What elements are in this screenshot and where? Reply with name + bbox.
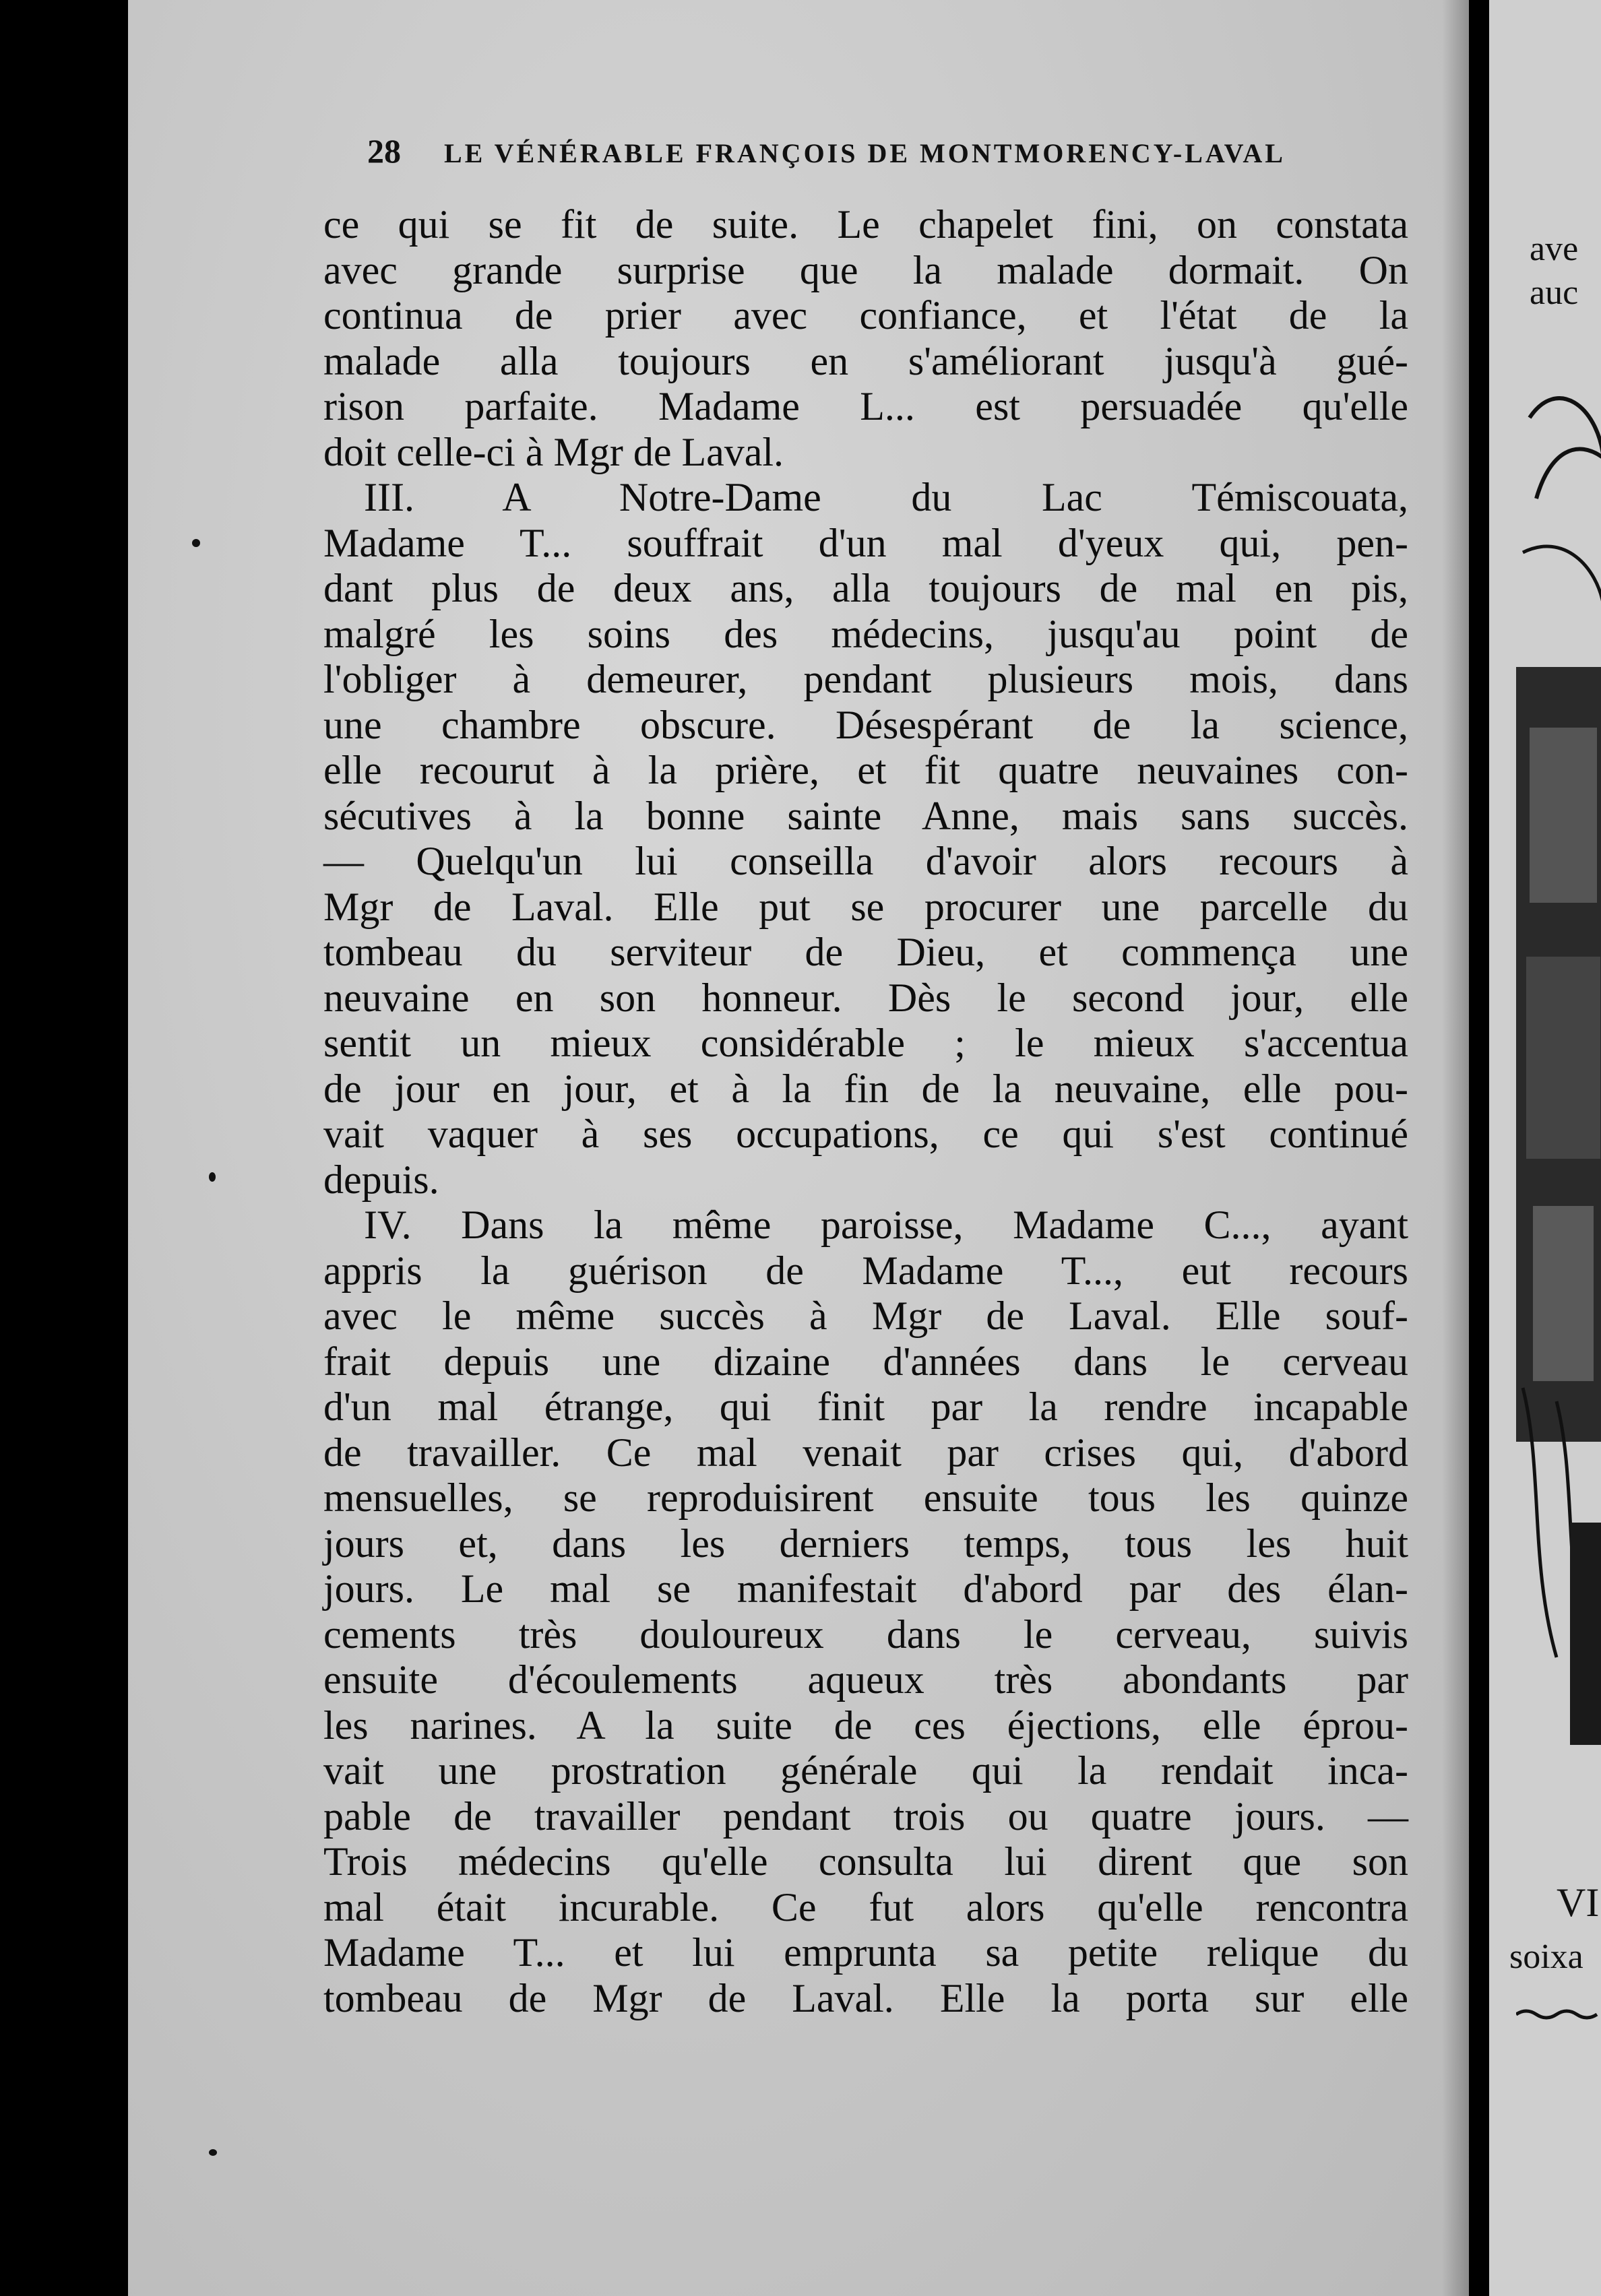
text-line: continua de prier avec confiance, et l'état de la <box>323 293 1408 338</box>
text-line: — Quelqu'un lui conseilla d'avoir alors recours à <box>323 839 1408 883</box>
text-line: rison parfaite. Madame L... est persuadée qu'elle <box>323 384 1408 428</box>
text-line: malade alla toujours en s'améliorant jusqu'à gué- <box>323 338 1408 383</box>
body-text <box>323 202 1408 2021</box>
adjacent-page-rule <box>1516 2008 1601 2021</box>
text-line: sécutives à la bonne sainte Anne, mais sans succès. <box>323 793 1408 838</box>
text-line: jours. Le mal se manifestait d'abord par des élan- <box>323 1566 1408 1611</box>
text-line: vait vaquer à ses occupations, ce qui s'est continué <box>323 1112 1408 1156</box>
text-line: de travailler. Ce mal venait par crises qui, d'abord <box>323 1430 1408 1475</box>
adjacent-page-fragment: VI <box>1557 1880 1600 1925</box>
text-line: doit celle-ci à Mgr de Laval. <box>323 429 784 474</box>
adjacent-page-fragment: auc <box>1530 274 1579 312</box>
section-heading-line: III. A Notre-Dame du Lac Témiscouata, <box>364 475 1408 519</box>
text-line: ensuite d'écoulements aqueux très abondants par <box>323 1657 1408 1702</box>
text-line: Mgr de Laval. Elle put se procurer une parcelle du <box>323 884 1408 929</box>
text-line: Madame T... souffrait d'un mal d'yeux qui, pen- <box>323 520 1408 565</box>
text-line: cements très douloureux dans le cerveau, suivis <box>323 1612 1408 1657</box>
text-line: malgré les soins des médecins, jusqu'au point de <box>323 611 1408 656</box>
scan-speck <box>192 539 200 547</box>
text-line: avec le même succès à Mgr de Laval. Elle souf- <box>323 1294 1408 1338</box>
text-line: tombeau du serviteur de Dieu, et commença une <box>323 930 1408 974</box>
text-line: tombeau de Mgr de Laval. Elle la porta sur elle <box>323 1975 1408 2020</box>
text-line: sentit un mieux considérable ; le mieux s'accentua <box>323 1021 1408 1065</box>
text-line: pable de travailler pendant trois ou quatre jours. — <box>323 1793 1408 1839</box>
text-line: dant plus de deux ans, alla toujours de mal en pis, <box>323 566 1408 610</box>
section-heading-line: IV. Dans la même paroisse, Madame C..., ayant <box>364 1203 1408 1247</box>
text-line: Trois médecins qu'elle consulta lui dirent que son <box>323 1839 1408 1884</box>
text-line: d'un mal étrange, qui finit par la rendre incapable <box>323 1384 1408 1429</box>
text-line: depuis. <box>323 1157 439 1202</box>
text-line: mensuelles, se reproduisirent ensuite tous les quinze <box>323 1475 1408 1520</box>
text-line: les narines. A la suite de ces éjections, elle éprou- <box>323 1702 1408 1748</box>
page-gutter-shadow <box>1442 0 1469 2296</box>
text-line: frait depuis une dizaine d'années dans le cerveau <box>323 1339 1408 1384</box>
text-line: mal était incurable. Ce fut alors qu'elle rencontra <box>323 1884 1408 1930</box>
running-header <box>367 131 1469 170</box>
adjacent-page-fragment: ave <box>1530 230 1579 268</box>
text-line: vait une prostration générale qui la rendait inca- <box>323 1748 1408 1793</box>
text-line: elle recourut à la prière, et fit quatre neuvaines con- <box>323 748 1408 792</box>
text-line: avec grande surprise que la malade dormait. On <box>323 247 1408 292</box>
scan-speck <box>209 2149 217 2156</box>
text-line: l'obliger à demeurer, pendant plusieurs mois, dans <box>323 657 1408 701</box>
text-line: de jour en jour, et à la fin de la neuvaine, elle pou- <box>323 1066 1408 1111</box>
page-number: 28 <box>367 132 401 170</box>
text-line: jours et, dans les derniers temps, tous les huit <box>323 1521 1408 1566</box>
adjacent-page <box>1489 0 1601 2296</box>
adjacent-page-illustration <box>1516 377 1601 1806</box>
book-page <box>128 0 1469 2296</box>
text-line: appris la guérison de Madame T..., eut recours <box>323 1248 1408 1293</box>
text-line: ce qui se fit de suite. Le chapelet fini, on constata <box>323 202 1408 247</box>
running-title: LE VÉNÉRABLE FRANÇOIS DE MONTMORENCY-LAVAL <box>444 138 1286 168</box>
scan-speck <box>209 1172 216 1182</box>
adjacent-page-fragment: soixa <box>1509 1938 1583 1976</box>
text-line: Madame T... et lui emprunta sa petite relique du <box>323 1930 1408 1975</box>
text-line: neuvaine en son honneur. Dès le second jour, elle <box>323 975 1408 1020</box>
text-line: une chambre obscure. Désespérant de la science, <box>323 702 1408 747</box>
